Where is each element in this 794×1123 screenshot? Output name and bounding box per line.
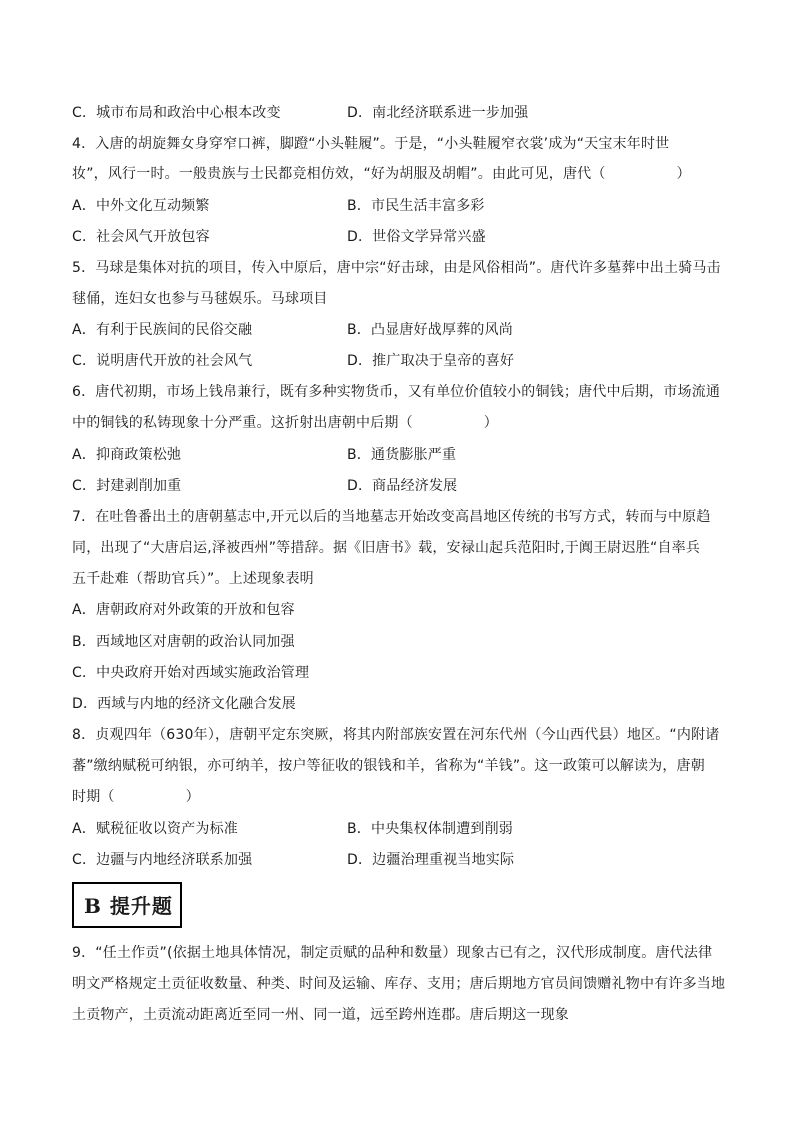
q7-option-d: D．西域与内地的经济文化融合发展: [72, 696, 296, 712]
q4-option-d: D．世俗文学异常兴盛: [347, 229, 486, 245]
q9-stem-line-1: 9．“任土作贡”(依据土地具体情况，制定贡赋的品种和数量）现象古已有之，汉代形成制度。唐代法律: [72, 945, 713, 961]
q3-option-c: C．城市布局和政治中心根本改变: [72, 105, 281, 121]
q4-stem-line-1: 4．入唐的胡旋舞女身穿窄口裤，脚蹬“小头鞋履”。于是，“小头鞋履窄衣裳’成为“天宝末年时世: [72, 136, 670, 152]
q8-option-a: A．赋税征收以资产为标准: [72, 821, 238, 837]
q5-stem-line-1: 5．马球是集体对抗的项目，传入中原后，唐中宗“好击球，由是风俗相尚”。唐代许多墓葬中出土骑马击: [72, 260, 721, 276]
q6-option-a: A．抑商政策松弛: [72, 447, 182, 463]
q5-option-b: B．凸显唐好战厚葬的风尚: [347, 322, 514, 338]
q6-stem-line-2: 中的铜钱的私铸现象十分严重。这折射出唐朝中后期（ ）: [72, 415, 498, 431]
q6-option-c: C．封建剥削加重: [72, 478, 182, 494]
q8-stem-line-3: 时期（ ）: [72, 789, 200, 805]
q7-stem-line-1: 7．在吐鲁番出土的唐朝墓志中,开元以后的当地墓志开始改变高昌地区传统的书写方式，转而与中原趋: [72, 509, 711, 525]
q8-option-d: D．边疆治理重视当地实际: [347, 852, 515, 868]
q8-option-c: C．边疆与内地经济联系加强: [72, 852, 253, 868]
q5-option-c: C．说明唐代开放的社会风气: [72, 353, 253, 369]
q5-option-a: A．有利于民族间的民俗交融: [72, 322, 253, 338]
q4-option-a: A．中外文化互动频繁: [72, 198, 210, 214]
q5-option-d: D．推广取决于皇帝的喜好: [347, 353, 515, 369]
q8-option-b: B．中央集权体制遭到削弱: [347, 821, 514, 837]
q5-stem-line-2: 毬俑，连妇女也参与马毬娱乐。马球项目: [72, 291, 328, 307]
q7-stem-line-3: 五千赴难（帮助官兵）”。上述现象表明: [72, 571, 314, 587]
q9-stem-line-2: 明文严格规定土贡征收数量、种类、时间及运输、库存、支用；唐后期地方官员间馈赠礼物中有许多当地: [72, 976, 726, 992]
q7-option-c: C．中央政府开始对西域实施政治管理: [72, 665, 310, 681]
q4-option-c: C．社会风气开放包容: [72, 229, 210, 245]
q4-stem-line-2: 妆”，风行一时。一般贵族与士民都竞相仿效，“好为胡服及胡帽”。由此可见，唐代（ ）: [72, 166, 691, 182]
q6-option-b: B．通货膨胀严重: [347, 447, 457, 463]
q7-stem-line-2: 同，出现了“大唐启运,泽被西州”等措辞。据《旧唐书》载，安禄山起兵范阳时,于阗王尉迟胜“自率兵: [72, 540, 701, 556]
section-header-label: B 提升题: [84, 894, 173, 918]
q8-stem-line-1: 8．贞观四年（630年），唐朝平定东突厥，将其内附部族安置在河东代州（今山西代县）地区。“内附诸: [72, 727, 720, 743]
q4-option-b: B．市民生活丰富多彩: [347, 198, 485, 214]
q7-option-b: B．西域地区对唐朝的政治认同加强: [72, 634, 295, 650]
q6-stem-line-1: 6．唐代初期，市场上钱帛兼行，既有多种实物货币，又有单位价值较小的铜钱；唐代中后期，市场流通: [72, 384, 721, 400]
q9-stem-line-3: 土贡物产，土贡流动距离近至同一州、同一道，远至跨州连郡。唐后期这一现象: [72, 1007, 569, 1023]
q7-option-a: A．唐朝政府对外政策的开放和包容: [72, 602, 295, 618]
q8-stem-line-2: 蕃”缴纳赋税可纳银，亦可纳羊，按户等征收的银钱和羊，省称为“羊钱”。这一政策可以解读为，唐朝: [72, 758, 705, 774]
q6-option-d: D．商品经济发展: [347, 478, 458, 494]
section-header-box: [72, 882, 182, 928]
q3-option-d: D．南北经济联系进一步加强: [347, 105, 529, 121]
